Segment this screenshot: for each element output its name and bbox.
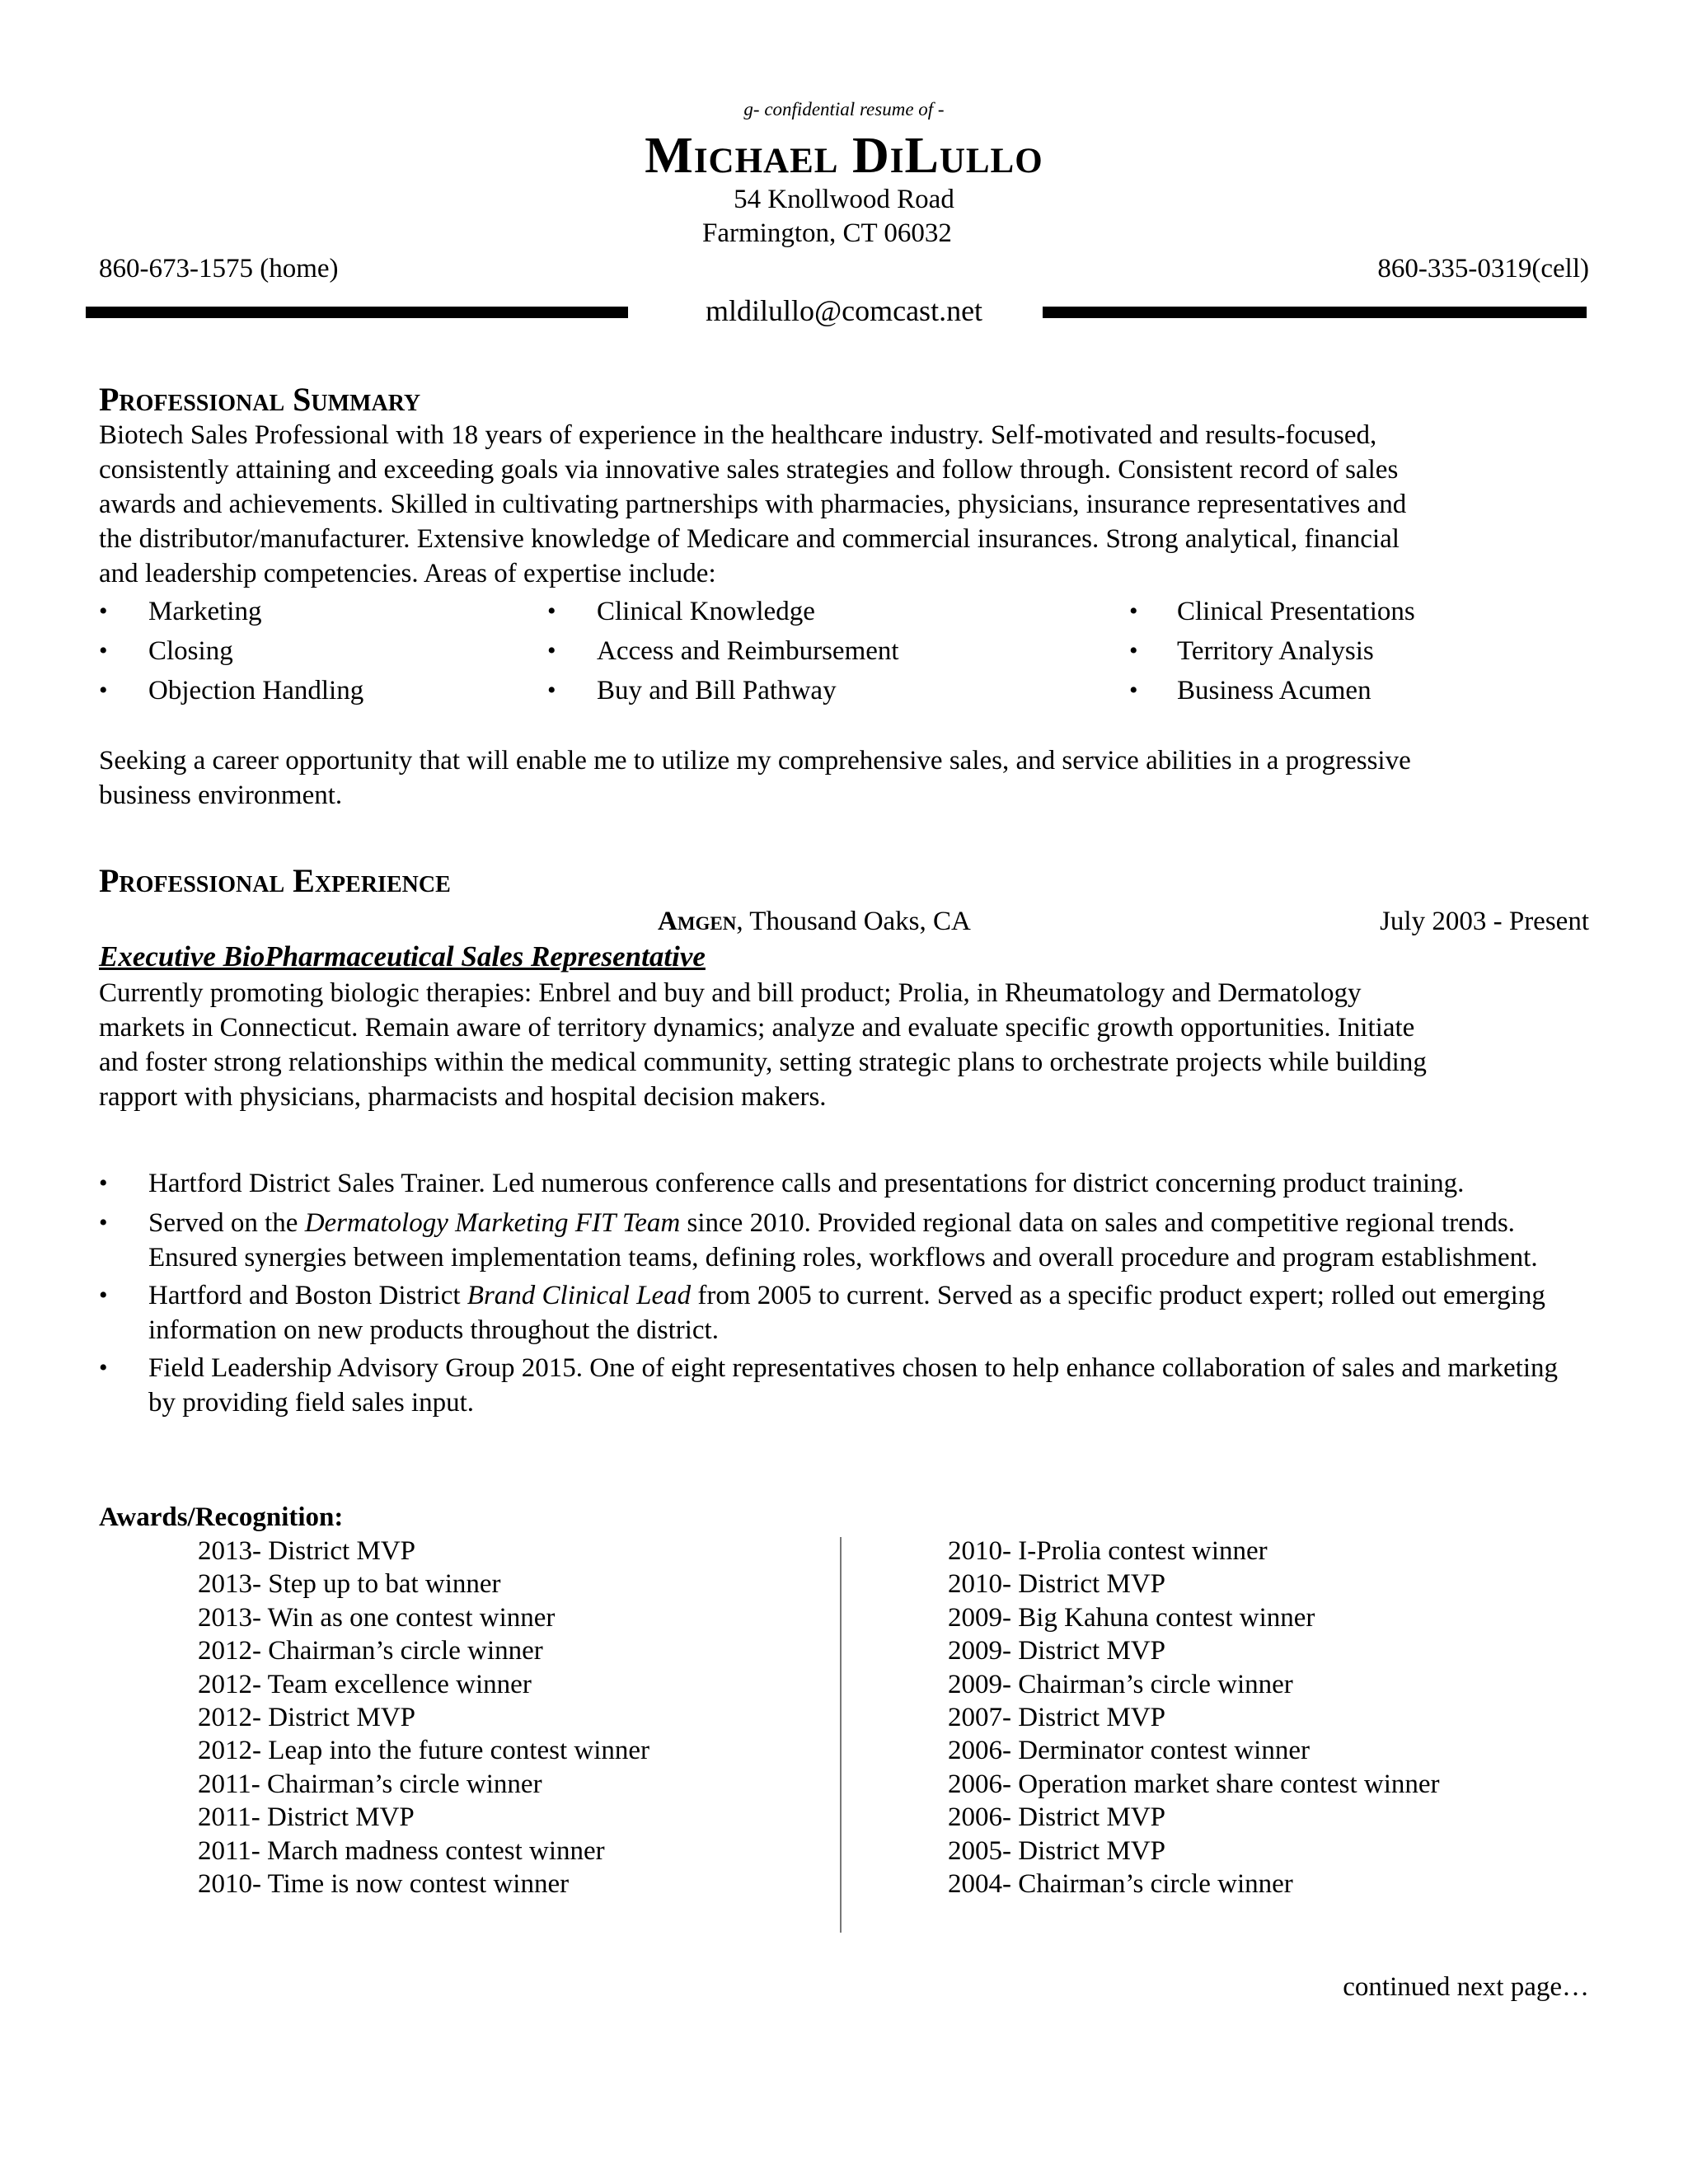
description-line: rapport with physicians, pharmacists and hospital decision makers. xyxy=(99,1082,827,1112)
bullet-icon: • xyxy=(99,598,108,625)
award-item: 2011- March madness contest winner xyxy=(198,1835,605,1866)
bullet-icon: • xyxy=(99,1354,108,1381)
employment-dates: July 2003 - Present xyxy=(1380,907,1589,936)
bullet-icon: • xyxy=(99,1209,108,1236)
achievement-item: • Hartford District Sales Trainer. Led numerous conference calls and presentations for district concerning product training. xyxy=(99,1166,1591,1201)
award-item: 2006- Derminator contest winner xyxy=(948,1736,1310,1766)
award-item: 2013- Step up to bat winner xyxy=(198,1569,501,1600)
award-item: 2004- Chairman’s circle winner xyxy=(948,1869,1293,1900)
company-location: , Thousand Oaks, CA xyxy=(736,907,971,936)
award-item: 2013- Win as one contest winner xyxy=(198,1602,556,1633)
summary-line: and leadership competencies. Areas of expertise include: xyxy=(99,559,716,588)
candidate-name: Michael DiLullo xyxy=(645,128,1043,184)
award-item: 2012- District MVP xyxy=(198,1703,415,1733)
summary-line: the distributor/manufacturer. Extensive knowledge of Medicare and commercial insurances. Strong analytical, financial xyxy=(99,524,1400,554)
bullet-icon: • xyxy=(99,677,108,704)
email-address: mldilullo@comcast.net xyxy=(705,294,983,327)
company-name: Amgen xyxy=(658,907,737,936)
bullet-icon: • xyxy=(547,637,556,664)
summary-line: awards and achievements. Skilled in cultivating partnerships with pharmacies, physicians, insurance representatives and xyxy=(99,490,1407,519)
header-rule-right xyxy=(1043,307,1587,318)
award-item: 2013- District MVP xyxy=(198,1536,415,1566)
award-item: 2009- Big Kahuna contest winner xyxy=(948,1602,1315,1633)
summary-heading: Professional Summary xyxy=(99,381,421,418)
award-item: 2010- I-Prolia contest winner xyxy=(948,1536,1268,1566)
award-item: 2011- District MVP xyxy=(198,1802,415,1833)
job-description xyxy=(99,976,1591,1114)
awards-divider xyxy=(840,1537,842,1933)
bullet-icon: • xyxy=(99,637,108,664)
achievement-item: • Served on the Dermatology Marketing FIT Team since 2010. Provided regional data on sales and competitive regional trends. Ensured synergies between implementation teams, defining roles, workflows and overall procedure and program establishment. xyxy=(99,1206,1591,1275)
award-item: 2006- Operation market share contest winner xyxy=(948,1769,1440,1799)
awards-heading: Awards/Recognition: xyxy=(99,1502,344,1532)
phone-cell: 860-335-0319(cell) xyxy=(1377,254,1589,284)
objective-line: business environment. xyxy=(99,780,343,810)
phone-home: 860-673-1575 (home) xyxy=(99,254,339,284)
award-item: 2007- District MVP xyxy=(948,1703,1165,1733)
description-line: and foster strong relationships within the medical community, setting strategic plans to orchestrate projects while building xyxy=(99,1047,1427,1077)
awards-list-left xyxy=(198,1535,649,1900)
achievement-item: • Hartford and Boston District Brand Clinical Lead from 2005 to current. Served as a specific product expert; rolled out emerging information on new products throughout the district. xyxy=(99,1278,1591,1347)
resume-page: g- confidential resume of - Michael DiLullo 54 Knollwood Road Farmington, CT 06032 860-673-1575 (home) 860-335-0319(cell) mldilullo@comcast.net Professional Summary Biotech Sales Professional with 18 years of experience in the healthcare industry. Self-motivated and results-focused, consistently attaining and exceeding goals via innovative sales strategies and follow through. Consistent record of sales awards and achievements. Skilled in cultivating partnerships with pharmacies, physicians, insurance representatives and the distributor/manufacturer. Extensive knowledge of Medicare and commercial insurances. Strong analytical, financial and leadership competencies. Areas of expertise include: • Marketing • Closing • Objection Handling • Clinical Knowledge • Access and Reimbursement • Buy and Bill Pathway • Clinical Presentations • Territory Analysis • Business Acumen Seeking a career opportunity that will enable me to utilize my comprehensive sales, and service abilities in a progressive business environment. Professional Experience Amgen, Thousand Oaks, CA July 2003 - Present Executive BioPharmaceutical Sales Representative Currently promoting biologic therapies: Enbrel and buy and bill product; Prolia, in Rheumatology and Dermatology markets in Connecticut. Remain aware of territory dynamics; analyze and evaluate specific growth opportunities. Initiate and foster strong relationships within the medical community, setting strategic plans to orchestrate projects while building rapport with physicians, pharmacists and hospital decision makers. • Hartford District Sales Trainer. Led numerous conference calls and presentations for district concerning product training. • Served on the Dermatology Marketing FIT Team since 2010. Provided regional data on sales and competitive regional trends. Ensured synergies between implementation teams, defining roles, workflows and overall procedure and program establishment. • Hartford and Boston District Brand Clinical Lead from 2005 to current. Served as a specific product expert; rolled out emerging information on new products throughout the district. • Field Leadership Advisory Group 2015. One of eight representatives chosen to help enhance collaboration of sales and marketing by providing field sales input. Awards/Recognition: 2013- District MVP 2013- Step up to bat winner 2013- Win as one contest winner 2012- Chairman’s circle winner 2012- Team excellence winner 2012- District MVP 2012- Leap into the future contest winner 2011- Chairman’s circle winner 2011- District MVP 2011- March madness contest winner 2010- Time is now contest winner 2010- I-Prolia contest winner 2010- District MVP 2009- Big Kahuna contest winner 2009- District MVP 2009- Chairman’s circle winner 2007- District MVP 2006- Derminator contest winner 2006- Operation market share contest winner 2006- District MVP 2005- District MVP 2004- Chairman’s circle winner continued next page… xyxy=(0,0,1688,2184)
bullet-icon: • xyxy=(1129,677,1138,704)
description-line: markets in Connecticut. Remain aware of territory dynamics; analyze and evaluate specific growth opportunities. Initiate xyxy=(99,1013,1415,1043)
award-item: 2009- District MVP xyxy=(948,1636,1165,1666)
achievements-list xyxy=(99,1166,1591,1420)
award-item: 2006- District MVP xyxy=(948,1802,1165,1833)
description-line: Currently promoting biologic therapies: Enbrel and buy and bill product; Prolia, in Rheumatology and Dermatology xyxy=(99,978,1362,1008)
award-item: 2012- Chairman’s circle winner xyxy=(198,1636,543,1666)
award-item: 2010- Time is now contest winner xyxy=(198,1869,570,1900)
award-item: 2009- Chairman’s circle winner xyxy=(948,1669,1293,1699)
continued-note: continued next page… xyxy=(1343,1972,1589,2002)
bullet-icon: • xyxy=(99,1169,108,1197)
job-title: Executive BioPharmaceutical Sales Representative xyxy=(99,940,706,972)
bullet-icon: • xyxy=(547,598,556,625)
achievement-item: • Field Leadership Advisory Group 2015. One of eight representatives chosen to help enhance collaboration of sales and marketing by providing field sales input. xyxy=(99,1351,1591,1420)
address-street: 54 Knollwood Road xyxy=(734,185,954,214)
summary-line: Biotech Sales Professional with 18 years of experience in the healthcare industry. Self-motivated and results-focused, xyxy=(99,420,1377,450)
employer-line xyxy=(658,904,971,939)
bullet-icon: • xyxy=(99,1282,108,1309)
award-item: 2012- Leap into the future contest winner xyxy=(198,1736,649,1766)
confidential-tagline: g- confidential resume of - xyxy=(743,99,945,120)
objective-paragraph xyxy=(99,743,1591,813)
award-item: 2012- Team excellence winner xyxy=(198,1669,532,1699)
summary-paragraph xyxy=(99,418,1591,591)
bullet-icon: • xyxy=(547,677,556,704)
bullet-icon: • xyxy=(1129,637,1138,664)
objective-line: Seeking a career opportunity that will enable me to utilize my comprehensive sales, and service abilities in a progressive xyxy=(99,746,1411,776)
summary-line: consistently attaining and exceeding goals via innovative sales strategies and follow through. Consistent record of sales xyxy=(99,455,1399,485)
award-item: 2005- District MVP xyxy=(948,1835,1165,1866)
awards-list-right xyxy=(948,1535,1440,1900)
award-item: 2010- District MVP xyxy=(948,1569,1165,1600)
address-city: Farmington, CT 06032 xyxy=(702,218,952,248)
experience-heading: Professional Experience xyxy=(99,862,451,899)
award-item: 2011- Chairman’s circle winner xyxy=(198,1769,542,1799)
bullet-icon: • xyxy=(1129,598,1138,625)
